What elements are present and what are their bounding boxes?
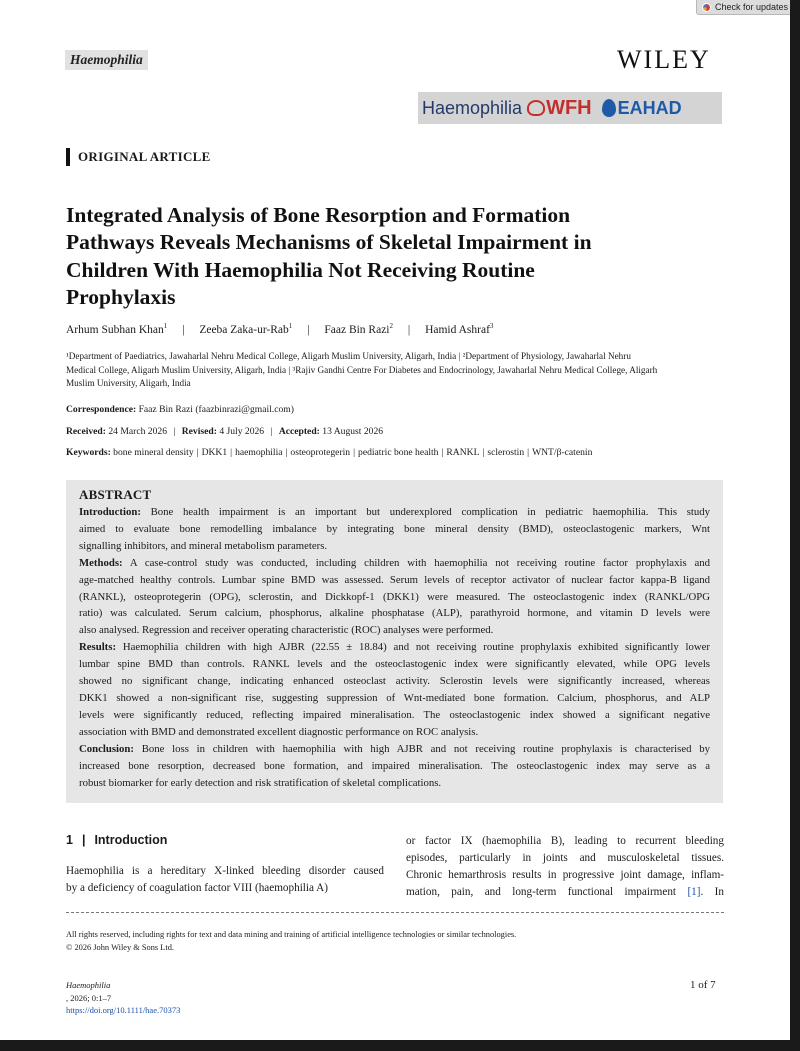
- keyword: osteoprotegerin: [290, 447, 351, 458]
- affiliation-line: Medical College, Aligarh Muslim University, Aligarh, India | ³Rajiv Gandhi Centre For Diabetes and Endocrinology, Jawaharlal Nehru Medical College, Aligarh: [66, 364, 658, 375]
- journal-name-tag: Haemophilia: [65, 50, 148, 70]
- abstract-text: age-matched healthy controls. Lumbar spine BMD was assessed. Serum levels of receptor activator of nuclear factor kappa-B ligand: [79, 573, 710, 586]
- author-separator: |: [407, 323, 411, 336]
- body-line: by a deficiency of coagulation factor VIII (haemophilia A): [66, 882, 328, 894]
- abstract-text: lumbar spine BMD than controls. RANKL levels and the osteoclastogenic index were significantly elevated, while OPG levels: [79, 658, 710, 671]
- copyright-line: © 2026 John Wiley & Sons Ltd.: [66, 943, 175, 952]
- revised-label: Revised:: [181, 426, 217, 437]
- received-label: Received:: [66, 426, 106, 437]
- abstract-line: [79, 605, 710, 622]
- article-dates: [66, 426, 383, 437]
- date-separator: |: [173, 426, 176, 437]
- citation-line: [66, 979, 180, 1004]
- keyword-separator: |: [285, 447, 288, 458]
- doi-link[interactable]: https://doi.org/10.1111/hae.70373: [66, 1005, 181, 1015]
- footnote-divider: [66, 912, 724, 913]
- correspondence-email-link[interactable]: faazbinrazi@gmail.com: [198, 404, 291, 415]
- eahad-drop-icon: [602, 99, 616, 117]
- author-name[interactable]: Faaz Bin Razi$^2$: [324, 322, 394, 336]
- section-title: Introduction: [94, 833, 168, 847]
- abstract-line: [79, 639, 710, 656]
- abstract-line: [79, 589, 710, 606]
- citation-volume: , 2026; 0:1–7: [66, 992, 112, 1003]
- abstract-text: Bone loss in children with haemophilia with high AJBR and not receiving routine prophylaxis is characterised by: [133, 742, 710, 755]
- body-line: [406, 884, 724, 901]
- author-separator: |: [307, 323, 310, 336]
- author-name[interactable]: Hamid Ashraf$^3$: [425, 322, 494, 336]
- wfh-globe-icon: [527, 100, 545, 116]
- keyword-separator: |: [527, 447, 530, 458]
- abstract-line: [79, 724, 710, 741]
- abstract-text: Haemophilia children with high AJBR (22.55 ± 18.84) and not receiving routine prophylaxis exhibited significantly lower: [116, 641, 710, 654]
- abstract-line: [79, 538, 710, 555]
- abstract-line: [79, 622, 710, 639]
- keyword-separator: |: [441, 447, 444, 458]
- body-line: episodes, particularly in joints and musculoskeletal tissues.: [406, 852, 724, 864]
- check-for-updates-button[interactable]: [696, 0, 790, 15]
- abstract-subheading: Introduction:: [79, 506, 141, 518]
- accepted-date: 13 August 2026: [322, 426, 384, 437]
- keyword-separator: |: [482, 447, 485, 458]
- abstract-text: association with BMD and demonstrated excellent diagnostic performance on ROC analysis.: [79, 725, 479, 738]
- affiliation-line: Muslim University, Aligarh, India: [66, 378, 191, 389]
- abstract-subheading: Methods:: [79, 556, 123, 569]
- society-banner: [418, 92, 722, 124]
- intro-right-column: [406, 833, 724, 901]
- intro-left-column: [66, 863, 384, 897]
- affiliation-line: ¹Department of Paediatrics, Jawaharlal Nehru Medical College, Aligarh Muslim University, Aligarh, India | ²Department of Physiology, Jawaharlal Nehru: [66, 351, 631, 361]
- wfh-logo: WFH: [546, 96, 592, 119]
- author-separator: |: [182, 323, 185, 336]
- rights-line: All rights reserved, including rights for text and data mining and training of artificial intelligence technologies or similar technologies.: [66, 930, 517, 939]
- abstract-text: A case-control study was conducted, including children with haemophilia not receiving routine factor prophylaxis and: [122, 556, 710, 569]
- section-bar: |: [81, 833, 86, 847]
- body-line: Chronic hemarthrosis results in progressive joint damage, inflam-: [406, 869, 724, 881]
- reference-link[interactable]: [1]: [687, 886, 701, 898]
- abstract-line: [79, 758, 710, 775]
- keyword: haemophilia: [235, 447, 283, 458]
- abstract-subheading: Conclusion:: [79, 742, 134, 755]
- abstract-line: [79, 521, 710, 538]
- abstract-text: robust biomarker for early detection and risk stratification of skeletal complications.: [79, 776, 442, 789]
- body-line: or factor IX (haemophilia B), leading to recurrent bleeding: [406, 835, 724, 847]
- title-line: Children With Haemophilia Not Receiving Routine: [66, 257, 535, 282]
- abstract-box: [66, 480, 723, 803]
- check-for-updates-label: Check for updates: [715, 2, 789, 12]
- keyword: DKK1: [201, 447, 228, 458]
- keyword: pediatric bone health: [358, 447, 439, 458]
- rights-statement: [66, 928, 516, 954]
- accepted-label: Accepted:: [278, 426, 320, 437]
- abstract-text: increased bone resorption, decreased bone formation, and impaired mineralisation. The osteoclastogenic index may serve as a: [79, 759, 710, 772]
- title-line: Integrated Analysis of Bone Resorption and Formation: [66, 203, 571, 227]
- abstract-text: aimed to evaluate bone remodelling imbalance by integrating bone mineral density (BMD), osteoclastogenic markers, Wnt: [79, 522, 710, 535]
- body-text: mation, pain, and long-term functional impairment: [406, 886, 688, 898]
- abstract-line: [79, 504, 710, 521]
- keyword: sclerostin: [487, 447, 525, 458]
- correspondence-author: Faaz Bin Razi (: [138, 404, 199, 415]
- abstract-line: [79, 673, 710, 690]
- abstract-text: ratio) was calculated. Serum calcium, phosphorus, alkaline phosphatase (ALP), parathyroid hormone, and vitamin D levels were: [79, 607, 710, 620]
- section-number: 1: [66, 833, 73, 847]
- author-name[interactable]: Zeeba Zaka-ur-Rab$^1$: [199, 322, 293, 336]
- keyword-separator: |: [230, 447, 233, 458]
- abstract-text: Bone health impairment is an important but underexplored complication in pediatric haemophilia. This study: [140, 506, 710, 518]
- body-line: Haemophilia is a hereditary X-linked bleeding disorder caused: [66, 865, 384, 877]
- correspondence-line: [66, 404, 294, 415]
- title-line: Pathways Reveals Mechanisms of Skeletal Impairment in: [66, 230, 592, 255]
- received-date: 24 March 2026: [108, 426, 167, 437]
- body-text: . In: [700, 886, 724, 898]
- banner-journal-name: Haemophilia: [422, 97, 523, 118]
- abstract-text: (RANKL), osteoprotegerin (OPG), sclerostin, and Dickkopf-1 (DKK1) were measured. The osteoclastogenic index (RANKL/OPG: [79, 590, 710, 603]
- abstract-line: [79, 572, 710, 589]
- abstract-text: DKK1 showed a non-significant rise, suggesting suppression of Wnt-mediated bone formation. Calcium, phosphorus, and ALP: [79, 691, 710, 704]
- keyword-separator: |: [196, 447, 199, 458]
- citation-journal: Haemophilia: [66, 980, 111, 990]
- abstract-text: showed no significant change, indicating enhanced osteoclast activity. Sclerostin levels were significantly increased, whereas: [79, 675, 710, 688]
- abstract-text: levels were significantly reduced, reflecting impaired mineralisation. The osteoclastogenic index showed a significant negative: [79, 708, 710, 721]
- article-type-label: ORIGINAL ARTICLE: [66, 148, 211, 166]
- abstract-line: [79, 656, 710, 673]
- title-line: Prophylaxis: [66, 284, 176, 309]
- keyword-separator: |: [353, 447, 356, 458]
- keyword-list: [113, 447, 592, 458]
- page-number: 1 of 7: [690, 979, 716, 991]
- abstract-line: [79, 690, 710, 707]
- keywords-label: Keywords:: [66, 447, 111, 458]
- keyword: RANKL: [446, 447, 480, 458]
- keywords-line: [66, 447, 592, 458]
- crossmark-icon: [702, 3, 711, 12]
- abstract-heading: ABSTRACT: [79, 487, 152, 502]
- correspondence-close: ): [290, 404, 294, 415]
- abstract-text: signalling inhibitors, and mineral metabolism parameters.: [79, 539, 328, 552]
- author-list: [66, 322, 493, 336]
- publisher-logo: WILEY: [617, 45, 711, 74]
- keyword: bone mineral density: [113, 447, 194, 458]
- author-name[interactable]: Arhum Subhan Khan$^1$: [66, 322, 168, 336]
- article-title: [66, 202, 726, 311]
- abstract-line: [79, 741, 710, 758]
- revised-date: 4 July 2026: [219, 426, 265, 437]
- keyword: WNT/β-catenin: [532, 447, 593, 458]
- abstract-subheading: Results:: [79, 641, 117, 654]
- abstract-line: [79, 775, 710, 792]
- abstract-text: also analysed. Regression and receiver operating characteristic (ROC) analyses were performed.: [79, 624, 494, 637]
- section-heading-introduction: [66, 833, 167, 847]
- eahad-logo: EAHAD: [617, 97, 682, 118]
- correspondence-label: Correspondence:: [66, 404, 137, 415]
- date-separator: |: [270, 426, 273, 437]
- abstract-line: [79, 555, 710, 572]
- affiliations: [66, 350, 728, 391]
- citation-footer: [66, 979, 180, 1017]
- abstract-line: [79, 707, 710, 724]
- abstract-body: [79, 504, 710, 791]
